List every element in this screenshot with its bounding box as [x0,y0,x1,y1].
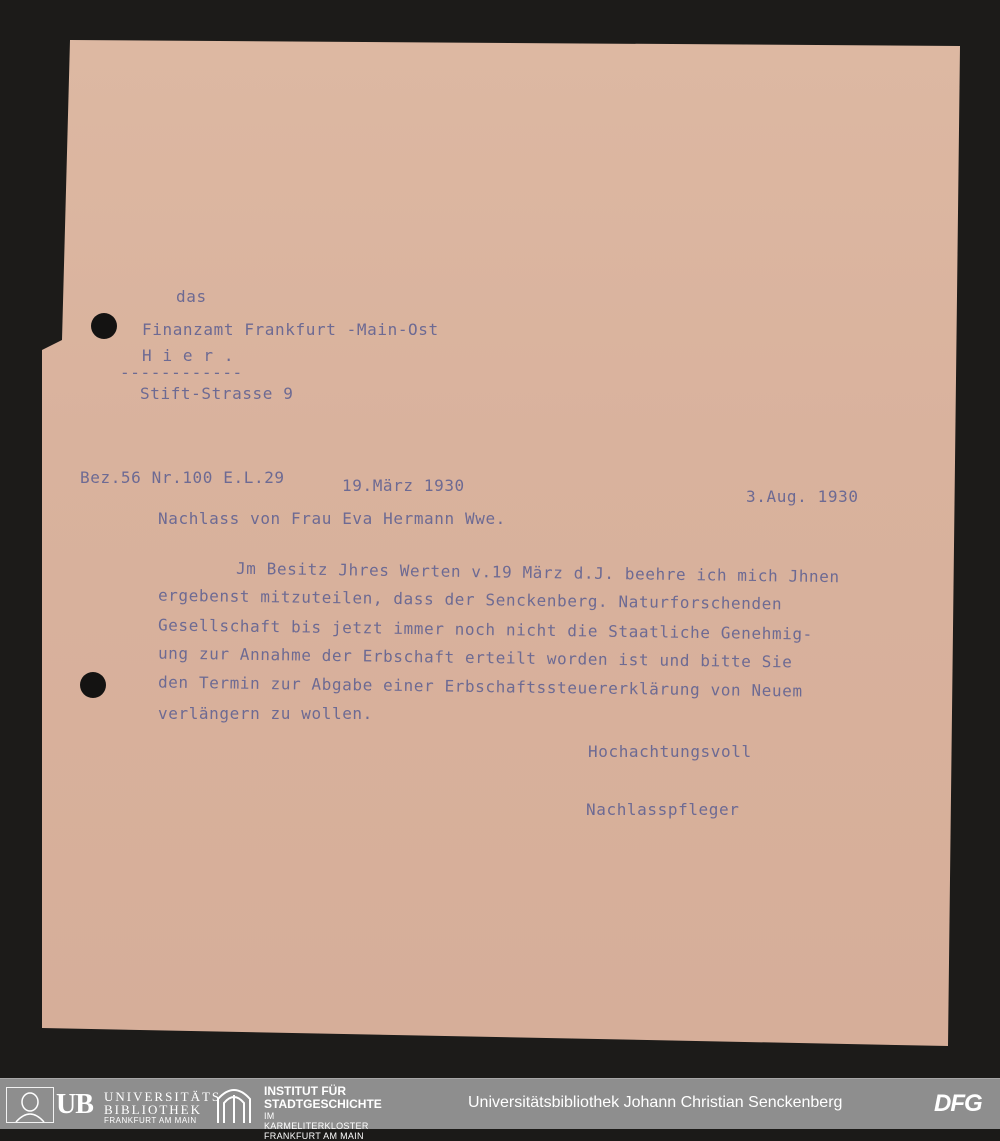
ub-letters: UB [56,1089,93,1120]
letter-sheet [42,40,960,1046]
footer-bar [0,1078,1000,1141]
reference-number: Bez.56 Nr.100 E.L.29 [80,468,285,487]
ub-line2: BIBLIOTHEK [104,1102,202,1117]
punch-hole-top [91,313,117,339]
isg-name [264,1085,382,1141]
dfg-logo: DFG [934,1090,982,1117]
footer-title: Universitätsbibliothek Johann Christian Senckenberg [468,1094,843,1111]
ub-name [104,1090,221,1126]
isg-line1: INSTITUT FÜR [264,1084,346,1098]
body-line: den Termin zur Abgabe einer Erbschaftssteuererklärung von Neuem [157,672,803,701]
body-line: Gesellschaft bis jetzt immer noch nicht die Staatliche Genehmig- [157,615,814,644]
body-line: Jm Besitz Jhres Werten v.19 März d.J. beehre ich mich Jhnen [235,558,840,587]
letter-date: 3.Aug. 1930 [746,487,859,506]
isg-line2: STADTGESCHICHTE [264,1097,382,1111]
address-locality: H i e r . [142,346,235,365]
punch-hole-bottom [80,672,106,698]
isg-line3: IM KARMELITERKLOSTER [264,1111,369,1131]
body-line: ergebenst mitzuteilen, dass der Senckenberg. Naturforschenden [157,585,783,614]
reference-date: 19.März 1930 [342,476,465,495]
cloister-arches-icon [214,1085,254,1123]
body-line: ung zur Annahme der Erbschaft erteilt worden ist und bitte Sie [157,643,793,672]
ub-line3: FRANKFURT AM MAIN [104,1116,197,1125]
signature-role: Nachlasspfleger [586,800,740,819]
letter-closing: Hochachtungsvoll [588,742,752,761]
isg-line4: FRANKFURT AM MAIN [264,1131,364,1141]
portrait-icon [6,1087,54,1123]
address-office: Finanzamt Frankfurt -Main-Ost [142,320,439,339]
address-underline: ------------ [120,363,243,382]
address-street: Stift-Strasse 9 [140,384,294,403]
address-salutation: das [176,287,207,306]
letter-subject: Nachlass von Frau Eva Hermann Wwe. [158,509,506,528]
ub-line1: UNIVERSITÄTS [104,1089,222,1104]
body-line: verlängern zu wollen. [158,704,373,723]
